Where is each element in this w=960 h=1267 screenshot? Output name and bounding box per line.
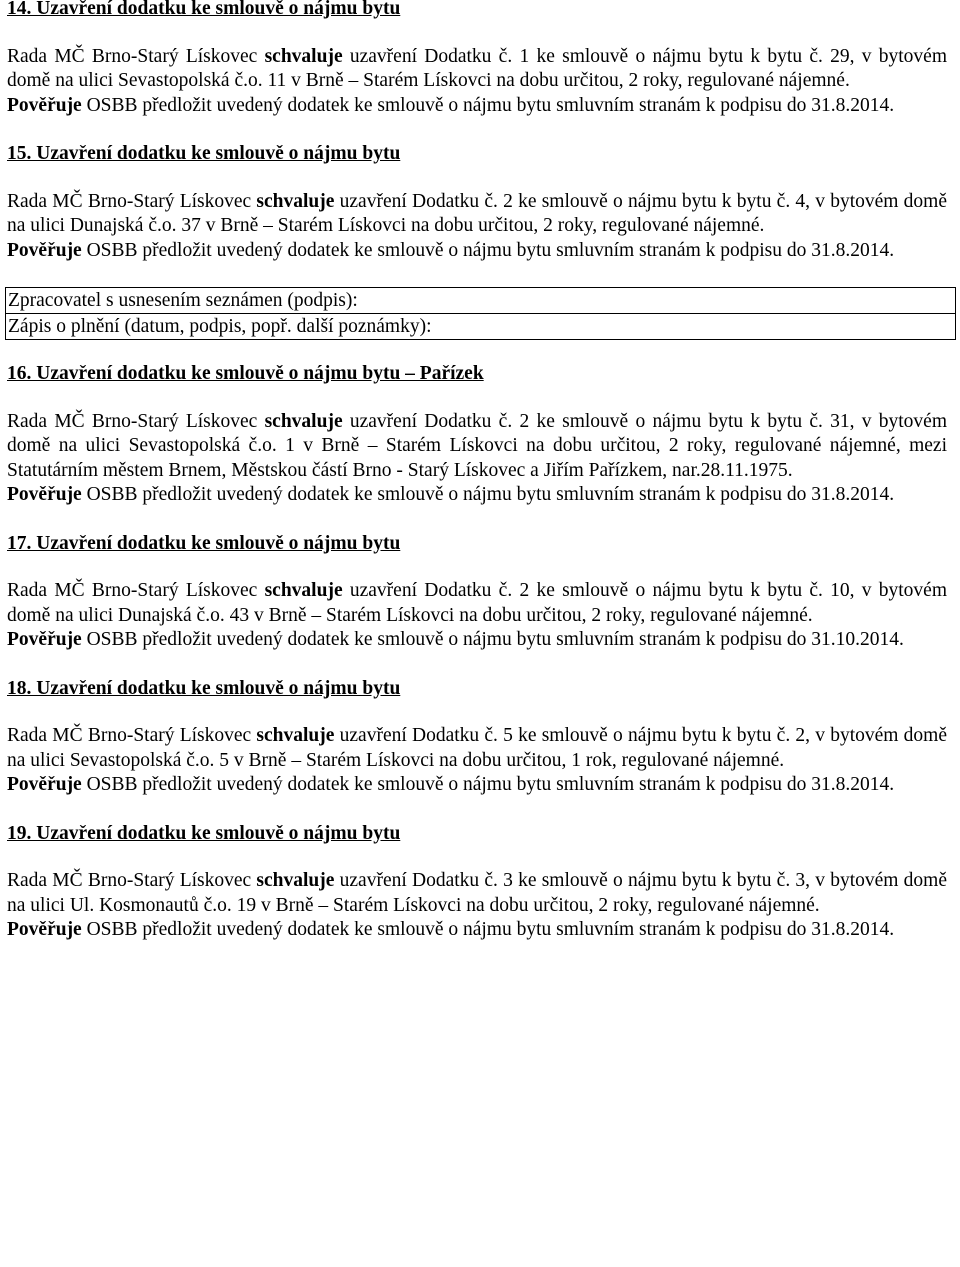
- resolution-body: uzavření Dodatku č. 2 ke smlouvě o nájmu bytu k bytu č. 4, v bytovém domě na ulici Dunajská č.o. 37 v Brně – Starém Lískovci na dobu určitou, 2 roky, regulované nájemné.: [7, 190, 948, 236]
- resolution-action: [7, 94, 947, 119]
- resolution-heading: 17. Uzavření dodatku ke smlouvě o nájmu bytu: [7, 532, 401, 554]
- resolution-text: [7, 579, 947, 628]
- resolution-15: [7, 142, 947, 263]
- resolution-19: [7, 822, 947, 943]
- delegates-verb: Pověřuje: [7, 774, 82, 795]
- approves-verb: schvaluje: [264, 580, 343, 601]
- council-name: Rada MČ Brno-Starý Lískovec: [7, 725, 252, 746]
- resolution-heading: 19. Uzavření dodatku ke smlouvě o nájmu bytu: [7, 822, 401, 844]
- resolution-action: [7, 918, 947, 943]
- resolution-heading: 14. Uzavření dodatku ke smlouvě o nájmu bytu: [7, 0, 401, 19]
- resolution-text: [7, 190, 947, 239]
- council-name: Rada MČ Brno-Starý Lískovec: [7, 45, 258, 67]
- resolution-action: [7, 483, 947, 508]
- resolution-body: uzavření Dodatku č. 2 ke smlouvě o nájmu bytu k bytu č. 10, v bytovém domě na ulici Dunajská č.o. 43 v Brně – Starém Lískovci na dobu určitou, 2 roky, regulované nájemné.: [7, 580, 948, 626]
- resolution-body: uzavření Dodatku č. 1 ke smlouvě o nájmu bytu k bytu č. 29, v bytovém domě na ulici Sevastopolská č.o. 11 v Brně – Starém Lískovci na dobu určitou, 2 roky, regulované nájemné.: [7, 45, 948, 91]
- resolution-heading: 16. Uzavření dodatku ke smlouvě o nájmu bytu – Pařízek: [7, 363, 484, 384]
- resolution-action: [7, 628, 947, 653]
- approves-verb: schvaluje: [264, 45, 343, 67]
- resolution-text: [7, 410, 947, 484]
- approves-verb: schvaluje: [256, 190, 335, 212]
- action-body: OSBB předložit uvedený dodatek ke smlouvě o nájmu bytu smluvním stranám k podpisu do 31.8.2014.: [86, 484, 895, 505]
- action-body: OSBB předložit uvedený dodatek ke smlouvě o nájmu bytu smluvním stranám k podpisu do 31.8.2014.: [86, 774, 895, 795]
- council-name: Rada MČ Brno-Starý Lískovec: [7, 580, 258, 601]
- resolution-body: uzavření Dodatku č. 2 ke smlouvě o nájmu bytu k bytu č. 31, v bytovém domě na ulici Sevastopolská č.o. 1 v Brně – Starém Lískovci na dobu určitou, 2 roky, regulované nájemné, mezi Statutárním městem Brnem, Městskou částí Brno - Starý Lískovec a Jiřím Pařízkem, nar.28.11.1975.: [7, 410, 948, 481]
- resolution-text: [7, 869, 947, 918]
- resolution-18: [7, 677, 947, 798]
- action-body: OSBB předložit uvedený dodatek ke smlouvě o nájmu bytu smluvním stranám k podpisu do 31.8.2014.: [86, 239, 895, 261]
- resolution-heading: 15. Uzavření dodatku ke smlouvě o nájmu bytu: [7, 143, 401, 164]
- approves-verb: schvaluje: [256, 870, 335, 891]
- approves-verb: schvaluje: [264, 410, 343, 432]
- delegates-verb: Pověřuje: [7, 94, 82, 116]
- resolution-body: uzavření Dodatku č. 3 ke smlouvě o nájmu bytu k bytu č. 3, v bytovém domě na ulici Ul. Kosmonautů č.o. 19 v Brně – Starém Lískovci na dobu určitou, 2 roky, regulované nájemné.: [7, 870, 948, 916]
- resolution-text: [7, 724, 947, 773]
- delegates-verb: Pověřuje: [7, 629, 82, 650]
- action-body: OSBB předložit uvedený dodatek ke smlouvě o nájmu bytu smluvním stranám k podpisu do 31.8.2014.: [86, 919, 895, 940]
- delegates-verb: Pověřuje: [7, 239, 82, 261]
- council-name: Rada MČ Brno-Starý Lískovec: [7, 190, 252, 212]
- resolution-heading: 18. Uzavření dodatku ke smlouvě o nájmu bytu: [7, 677, 401, 699]
- resolution-action: [7, 773, 947, 798]
- delegates-verb: Pověřuje: [7, 484, 82, 505]
- council-name: Rada MČ Brno-Starý Lískovec: [7, 410, 258, 432]
- approves-verb: schvaluje: [256, 725, 335, 746]
- resolution-16: [7, 362, 947, 508]
- action-body: OSBB předložit uvedený dodatek ke smlouvě o nájmu bytu smluvním stranám k podpisu do 31.8.2014.: [86, 94, 895, 116]
- document-page: [7, 0, 947, 943]
- action-body: OSBB předložit uvedený dodatek ke smlouvě o nájmu bytu smluvním stranám k podpisu do 31.10.2014.: [86, 629, 904, 650]
- resolution-14: [7, 0, 947, 118]
- signature-table: [5, 287, 956, 340]
- signature-row-fulfilment: Zápis o plnění (datum, podpis, popř. další poznámky):: [6, 314, 956, 340]
- delegates-verb: Pověřuje: [7, 919, 82, 940]
- resolution-17: [7, 532, 947, 653]
- signature-row-processor: Zpracovatel s usnesením seznámen (podpis):: [6, 288, 956, 314]
- resolution-action: [7, 239, 947, 264]
- resolution-text: [7, 45, 947, 94]
- council-name: Rada MČ Brno-Starý Lískovec: [7, 870, 252, 891]
- resolution-body: uzavření Dodatku č. 5 ke smlouvě o nájmu bytu k bytu č. 2, v bytovém domě na ulici Sevastopolská č.o. 5 v Brně – Starém Lískovci na dobu určitou, 1 rok, regulované nájemné.: [7, 725, 948, 771]
